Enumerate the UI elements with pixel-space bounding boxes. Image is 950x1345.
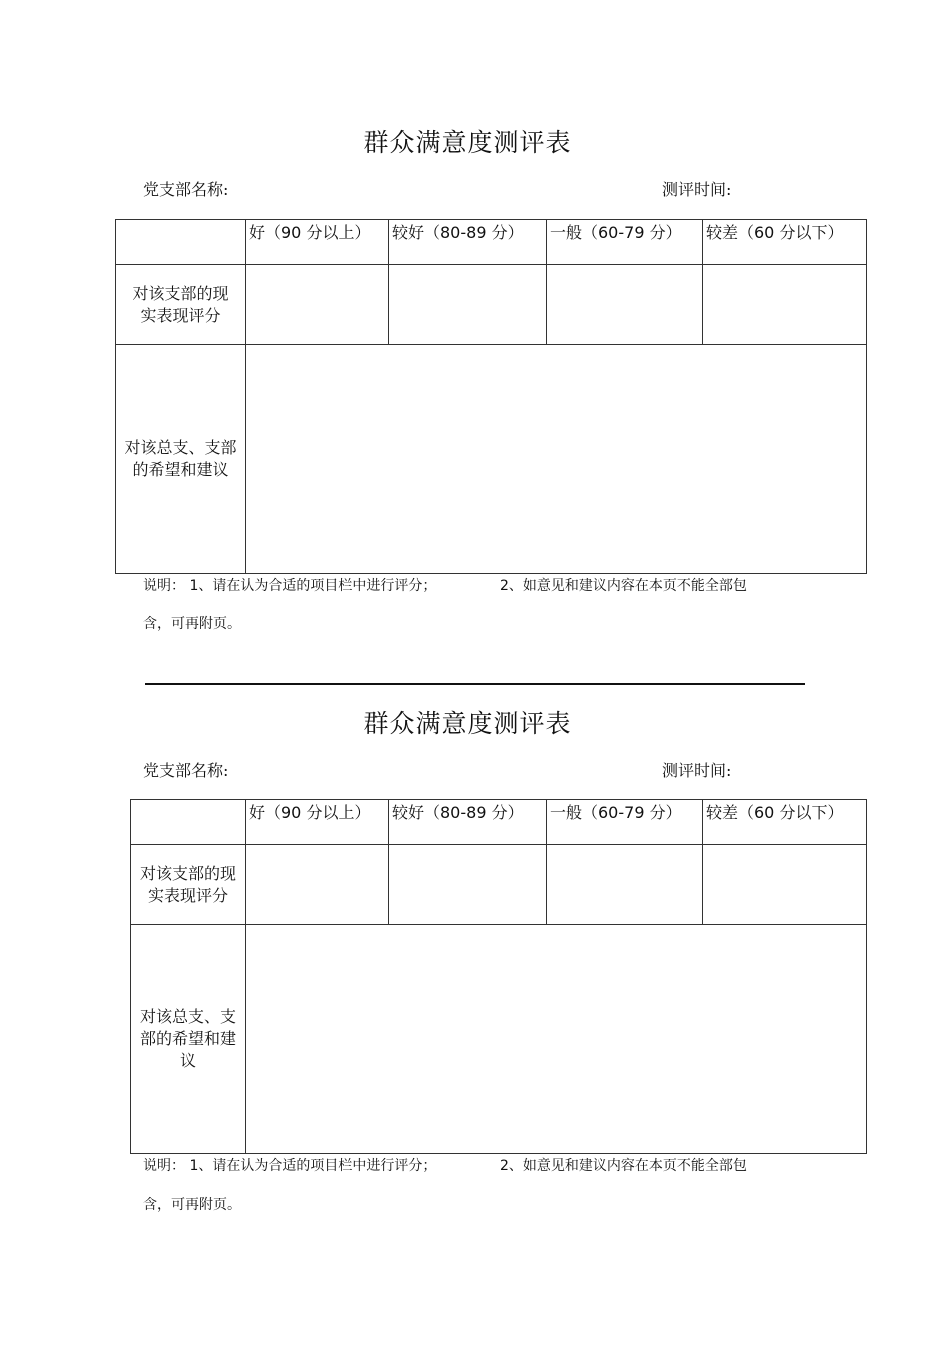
form1-header-fairly-good: 较好（80-89 分） [389, 220, 547, 265]
form2-score-row-label [131, 845, 246, 925]
form2-score-label-line2: 实表现评分 [147, 885, 228, 905]
form2-branch-name-label: 党支部名称: [143, 761, 229, 780]
form1-branch-name-label: 党支部名称: [143, 180, 229, 199]
form1-corner-cell [116, 220, 246, 265]
form2-suggestion-row-label [131, 925, 246, 1154]
form2-score-row [131, 845, 867, 925]
form2-score-cell-average[interactable] [547, 845, 703, 925]
form2-note-part1: 说明： 1、请在认为合适的项目栏中进行评分； [143, 1158, 437, 1174]
form1-score-cell-average[interactable] [547, 265, 703, 345]
form2-header-fairly-good: 较好（80-89 分） [389, 800, 547, 845]
form2-header-poor: 较差（60 分以下） [703, 800, 867, 845]
form1-note [143, 576, 747, 596]
form2-title: 群众满意度测评表 [363, 709, 572, 738]
form1-suggestion-label-line1: 对该总支、支部 [124, 438, 237, 457]
form2-note-part2: 2、如意见和建议内容在本页不能全部包 [500, 1158, 747, 1174]
form2-score-label-line1: 对该支部的现 [139, 863, 236, 883]
form1-suggestion-label-line2: 的希望和建议 [132, 460, 229, 479]
form1-header-good: 好（90 分以上） [246, 220, 389, 265]
form1-score-label-line1: 对该支部的现 [132, 283, 229, 303]
form2-note [143, 1156, 747, 1176]
form2-header-good: 好（90 分以上） [246, 800, 389, 845]
form2-suggestion-row [131, 925, 867, 1154]
form2-suggestion-label-line3: 议 [179, 1051, 196, 1070]
form2-header-row [131, 800, 867, 845]
form2-table [130, 799, 867, 1154]
form1-header-row [116, 220, 867, 265]
form1-header-average: 一般（60-79 分） [547, 220, 703, 265]
form2-score-cell-poor[interactable] [703, 845, 867, 925]
form2-suggestion-label-line2: 部的希望和建 [139, 1029, 236, 1048]
form1-score-cell-good[interactable] [246, 265, 389, 345]
form2-note-line2: 含，可再附页。 [143, 1197, 241, 1213]
form1-score-cell-fairly-good[interactable] [389, 265, 547, 345]
form2-header-average: 一般（60-79 分） [547, 800, 703, 845]
form1-score-row-label [116, 265, 246, 345]
form2-corner-cell [131, 800, 246, 845]
section-divider [145, 683, 805, 685]
form1-table [115, 219, 867, 574]
form1-score-row [116, 265, 867, 345]
form2-score-cell-fairly-good[interactable] [389, 845, 547, 925]
form1-score-cell-poor[interactable] [703, 265, 867, 345]
form1-title: 群众满意度测评表 [363, 128, 572, 157]
form1-suggestion-row-label [116, 345, 246, 574]
form2-suggestion-label-line1: 对该总支、支 [139, 1007, 236, 1026]
form2-eval-time-label: 测评时间: [662, 761, 732, 780]
form1-eval-time-label: 测评时间: [662, 180, 732, 199]
form2-score-cell-good[interactable] [246, 845, 389, 925]
form1-score-label-line2: 实表现评分 [140, 305, 221, 325]
form1-suggestion-row [116, 345, 867, 574]
form1-note-part2: 2、如意见和建议内容在本页不能全部包 [500, 578, 747, 594]
form1-note-line2: 含，可再附页。 [143, 616, 241, 632]
form1-note-part1: 说明： 1、请在认为合适的项目栏中进行评分； [143, 578, 437, 594]
form1-suggestion-area[interactable] [246, 345, 867, 574]
form2-suggestion-area[interactable] [246, 925, 867, 1154]
form1-header-poor: 较差（60 分以下） [703, 220, 867, 265]
